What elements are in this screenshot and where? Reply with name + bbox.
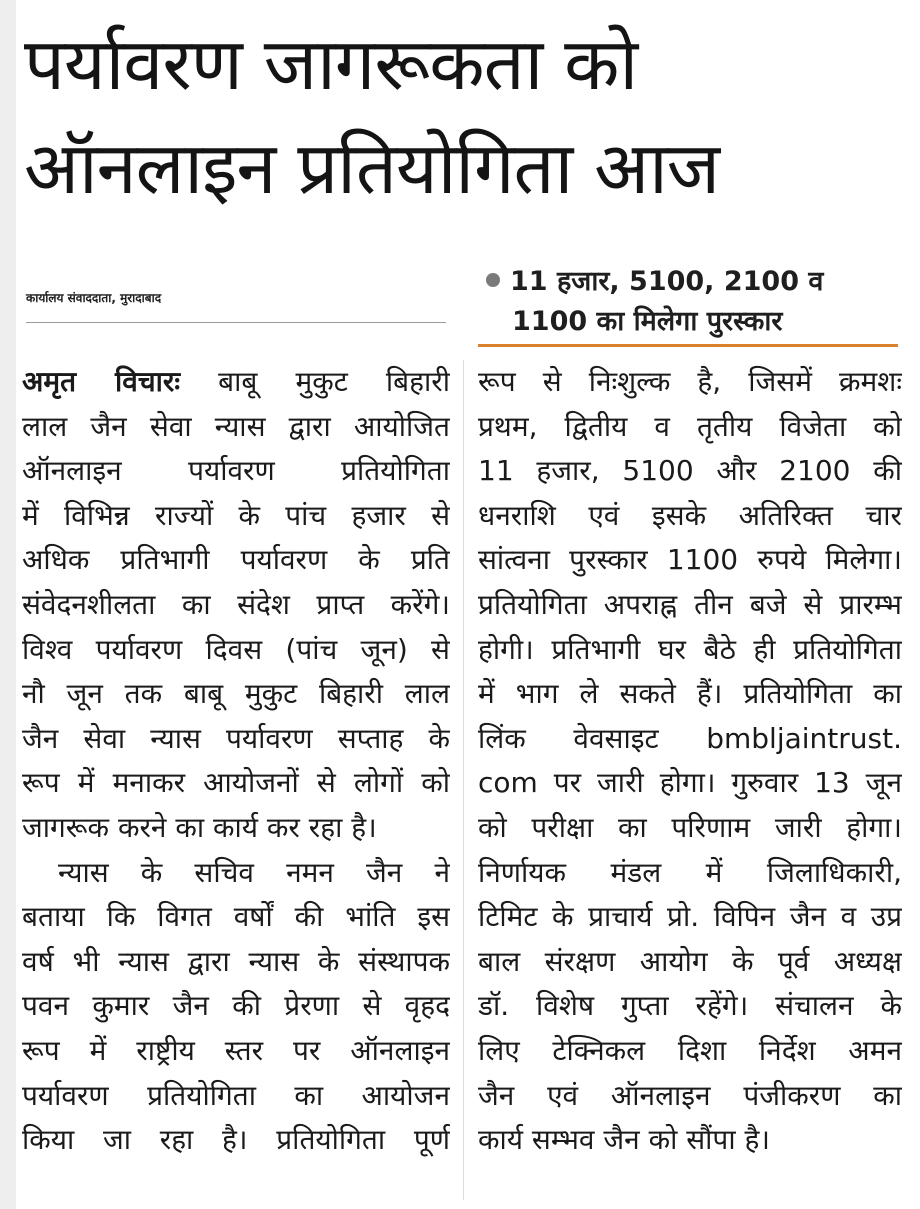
article-line: पवन कुमार जैन की प्रेरणा से वृहद: [22, 989, 450, 1023]
page-edge-shadow: [0, 0, 16, 1209]
article-line: [22, 360, 450, 405]
article-line: वर्ष भी न्यास द्वारा न्यास के संस्थापक: [22, 944, 450, 978]
article-line: विश्व पर्यावरण दिवस (पांच जून) से: [22, 632, 450, 666]
highlight-line-1: [486, 262, 906, 302]
article-line: में विभिन्न राज्यों के पांच हजार से: [22, 498, 450, 532]
article-line: पर्यावरण प्रतियोगिता का आयोजन: [22, 1078, 450, 1112]
byline-divider: [26, 322, 446, 323]
article-line: जैन सेवा न्यास पर्यावरण सप्ताह के: [22, 721, 450, 755]
article-line: रूप में राष्ट्रीय स्तर पर ऑनलाइन: [22, 1033, 450, 1067]
highlight-text-1: 11 हजार, 5100, 2100 व: [510, 266, 824, 297]
article-line-text: बाबू मुकुट बिहारी: [180, 365, 450, 398]
article-line: बाल संरक्षण आयोग के पूर्व अध्यक्ष: [478, 944, 902, 978]
article-line: टिमिट के प्राचार्य प्रो. विपिन जैन व उप्र: [478, 900, 902, 934]
article-line: com पर जारी होगा। गुरुवार 13 जून: [478, 766, 902, 800]
article-line: सांत्वना पुरस्कार 1100 रुपये मिलेगा।: [478, 543, 902, 577]
article-line: ऑनलाइन पर्यावरण प्रतियोगिता: [22, 454, 450, 488]
article-column-right: [478, 360, 902, 1163]
article-line: में भाग ले सकते हैं। प्रतियोगिता का: [478, 677, 902, 711]
article-line: किया जा रहा है। प्रतियोगिता पूर्ण: [22, 1123, 450, 1157]
article-column-left: [22, 360, 450, 1163]
article-line: रूप में मनाकर आयोजनों से लोगों को: [22, 766, 450, 800]
article-line: संवेदनशीलता का संदेश प्राप्त करेंगे।: [22, 587, 450, 621]
article-line: 11 हजार, 5100 और 2100 की: [478, 454, 902, 488]
article-line: प्रतियोगिता अपराह्न तीन बजे से प्रारम्भ: [478, 587, 902, 621]
article-line: निर्णायक मंडल में जिलाधिकारी,: [478, 855, 902, 889]
bullet-icon: [486, 273, 500, 287]
article-line: धनराशि एवं इसके अतिरिक्त चार: [478, 498, 902, 532]
article-line: रूप से निःशुल्क है, जिसमें क्रमशः: [478, 365, 902, 398]
article-line: नौ जून तक बाबू मुकुट बिहारी लाल: [22, 677, 450, 711]
article-line: जागरूक करने का कार्य कर रहा है।: [22, 810, 377, 844]
highlight-box: [486, 262, 906, 342]
article-line: बताया कि विगत वर्षों की भांति इस: [22, 900, 450, 934]
article-line: लिंक वेवसाइट bmbljaintrust.: [478, 721, 902, 755]
article-line: लाल जैन सेवा न्यास द्वारा आयोजित: [22, 409, 450, 443]
headline: [24, 12, 904, 220]
article-line: को परीक्षा का परिणाम जारी होगा।: [478, 810, 902, 844]
article-line: प्रथम, द्वितीय व तृतीय विजेता को: [478, 409, 902, 443]
article-line: होगी। प्रतिभागी घर बैठे ही प्रतियोगिता: [478, 632, 902, 666]
highlight-line-2: 1100 का मिलेगा पुरस्कार: [512, 306, 783, 337]
lead-label: अमृत विचारः: [22, 365, 181, 398]
byline: कार्यालय संवाददाता, मुरादाबाद: [26, 291, 162, 305]
article-line: जैन एवं ऑनलाइन पंजीकरण का: [478, 1078, 902, 1112]
headline-line-1: पर्यावरण जागरूकता को: [24, 22, 638, 106]
article-line: लिए टेक्निकल दिशा निर्देश अमन: [478, 1033, 902, 1067]
article-line: कार्य सम्भव जैन को सौंपा है।: [478, 1123, 770, 1157]
article-line: न्यास के सचिव नमन जैन ने: [58, 855, 450, 889]
article-line: डॉ. विशेष गुप्ता रहेंगे। संचालन के: [478, 989, 902, 1023]
headline-line-2: ऑनलाइन प्रतियोगिता आज: [24, 126, 720, 210]
column-divider: [463, 360, 464, 1200]
article-line: अधिक प्रतिभागी पर्यावरण के प्रति: [22, 543, 450, 577]
highlight-divider: [478, 344, 898, 347]
